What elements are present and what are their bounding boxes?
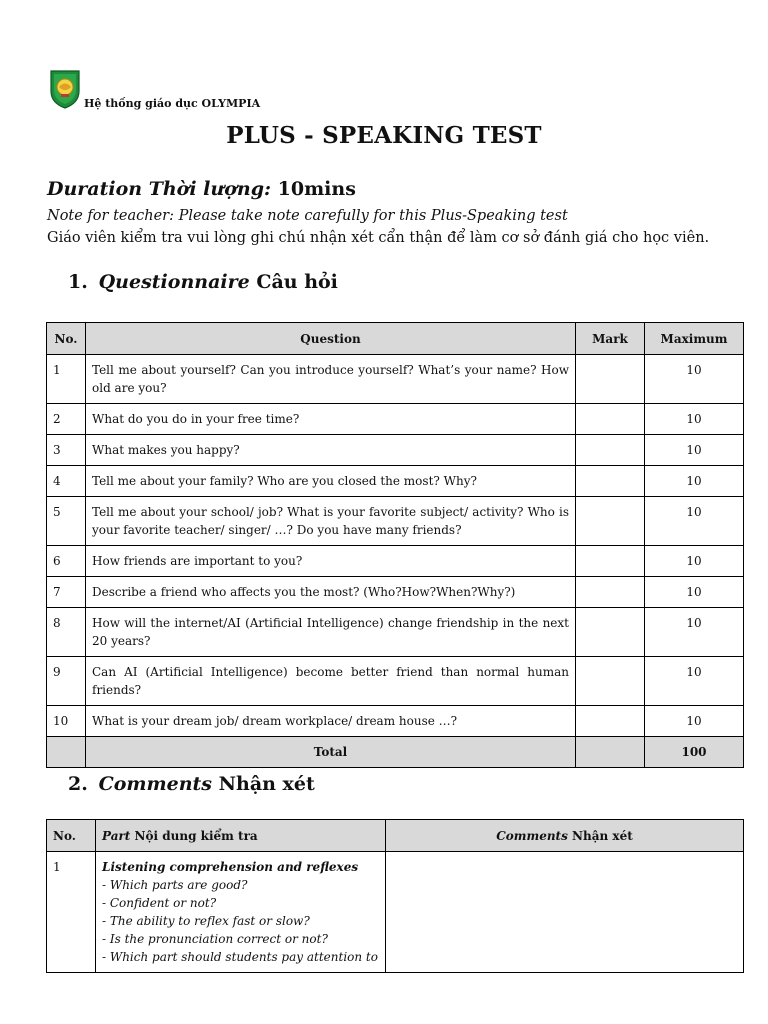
mark-cell[interactable] xyxy=(576,497,645,546)
maximum-score: 10 xyxy=(645,497,744,546)
total-value: 100 xyxy=(645,737,744,768)
table-header-row xyxy=(47,323,744,355)
question-number: 8 xyxy=(47,608,86,657)
column-header-comments xyxy=(386,820,744,852)
section-number: 1. xyxy=(68,271,88,293)
question-number: 2 xyxy=(47,404,86,435)
criteria-item: - Which parts are good? xyxy=(102,878,248,892)
table-header-row xyxy=(47,820,744,852)
column-header-no: No. xyxy=(47,323,86,355)
duration-value: 10mins xyxy=(277,178,356,200)
table-row xyxy=(47,852,744,973)
mark-cell[interactable] xyxy=(576,404,645,435)
questionnaire-table xyxy=(46,322,744,768)
column-header-question: Question xyxy=(86,323,576,355)
column-header-no: No. xyxy=(47,820,96,852)
mark-cell[interactable] xyxy=(576,706,645,737)
mark-cell[interactable] xyxy=(576,355,645,404)
section-heading-comments xyxy=(68,773,315,795)
question-number: 1 xyxy=(47,355,86,404)
section-title-en: Comments xyxy=(98,773,213,795)
duration-label-vi: Thời lượng: xyxy=(148,178,271,200)
organization-name: Hệ thống giáo dục OLYMPIA xyxy=(84,97,261,110)
part-description xyxy=(96,852,386,973)
part-number: 1 xyxy=(47,852,96,973)
table-row xyxy=(47,546,744,577)
section-title-vi: Nhận xét xyxy=(218,773,315,795)
question-number: 6 xyxy=(47,546,86,577)
page-title: PLUS - SPEAKING TEST xyxy=(226,122,542,149)
maximum-score: 10 xyxy=(645,355,744,404)
table-row xyxy=(47,577,744,608)
question-text: How friends are important to you? xyxy=(86,546,576,577)
column-header-maximum: Maximum xyxy=(645,323,744,355)
question-number: 5 xyxy=(47,497,86,546)
duration-label-en: Duration xyxy=(47,178,143,200)
maximum-score: 10 xyxy=(645,435,744,466)
mark-cell[interactable] xyxy=(576,546,645,577)
mark-cell[interactable] xyxy=(576,435,645,466)
question-text: What do you do in your free time? xyxy=(86,404,576,435)
question-text: Tell me about your school/ job? What is your favorite subject/ activity? Who is your favorite teacher/ singer/ …? Do you have many friends? xyxy=(86,497,576,546)
maximum-score: 10 xyxy=(645,706,744,737)
table-row xyxy=(47,497,744,546)
question-number: 10 xyxy=(47,706,86,737)
table-row xyxy=(47,466,744,497)
question-number: 3 xyxy=(47,435,86,466)
maximum-score: 10 xyxy=(645,608,744,657)
criteria-item: - The ability to reflex fast or slow? xyxy=(102,914,310,928)
section-title-vi: Câu hỏi xyxy=(256,271,338,293)
table-row xyxy=(47,355,744,404)
table-row xyxy=(47,657,744,706)
column-header-part xyxy=(96,820,386,852)
duration-line xyxy=(47,178,356,200)
maximum-score: 10 xyxy=(645,466,744,497)
section-title-en: Questionnaire xyxy=(98,271,250,293)
question-text: Describe a friend who affects you the most? (Who?How?When?Why?) xyxy=(86,577,576,608)
section-heading-questionnaire xyxy=(68,271,338,293)
comments-table xyxy=(46,819,744,973)
question-number: 9 xyxy=(47,657,86,706)
column-header-comments-en: Comments xyxy=(496,828,568,843)
comment-cell[interactable] xyxy=(386,852,744,973)
teacher-note-en: Note for teacher: Please take note carefully for this Plus-Speaking test xyxy=(47,208,568,224)
criteria-item: - Confident or not? xyxy=(102,896,217,910)
mark-cell[interactable] xyxy=(576,577,645,608)
question-text: What makes you happy? xyxy=(86,435,576,466)
table-row xyxy=(47,706,744,737)
mark-cell[interactable] xyxy=(576,657,645,706)
question-text: Can AI (Artificial Intelligence) become better friend than normal human friends? xyxy=(86,657,576,706)
maximum-score: 10 xyxy=(645,404,744,435)
criteria-item: - Is the pronunciation correct or not? xyxy=(102,932,328,946)
column-header-comments-vi: Nhận xét xyxy=(572,828,633,843)
teacher-note-vi: Giáo viên kiểm tra vui lòng ghi chú nhận xét cẩn thận để làm cơ sở đánh giá cho học viên. xyxy=(47,230,710,246)
column-header-mark: Mark xyxy=(576,323,645,355)
question-text: Tell me about your family? Who are you closed the most? Why? xyxy=(86,466,576,497)
table-row xyxy=(47,608,744,657)
total-empty-cell xyxy=(47,737,86,768)
section-number: 2. xyxy=(68,773,88,795)
mark-cell[interactable] xyxy=(576,466,645,497)
column-header-part-en: Part xyxy=(102,828,131,843)
criteria-item: - Which part should students pay attention to xyxy=(102,950,378,964)
total-row xyxy=(47,737,744,768)
column-header-part-vi: Nội dung kiểm tra xyxy=(134,828,258,843)
question-text: What is your dream job/ dream workplace/ dream house …? xyxy=(86,706,576,737)
table-row xyxy=(47,435,744,466)
mark-cell[interactable] xyxy=(576,608,645,657)
question-text: How will the internet/AI (Artificial Intelligence) change friendship in the next 20 years? xyxy=(86,608,576,657)
total-label: Total xyxy=(86,737,576,768)
maximum-score: 10 xyxy=(645,546,744,577)
maximum-score: 10 xyxy=(645,577,744,608)
part-heading: Listening comprehension and reflexes xyxy=(102,860,359,874)
question-number: 4 xyxy=(47,466,86,497)
maximum-score: 10 xyxy=(645,657,744,706)
total-mark-cell[interactable] xyxy=(576,737,645,768)
question-number: 7 xyxy=(47,577,86,608)
olympia-logo-icon xyxy=(49,69,81,109)
question-text: Tell me about yourself? Can you introduce yourself? What’s your name? How old are you? xyxy=(86,355,576,404)
table-row xyxy=(47,404,744,435)
